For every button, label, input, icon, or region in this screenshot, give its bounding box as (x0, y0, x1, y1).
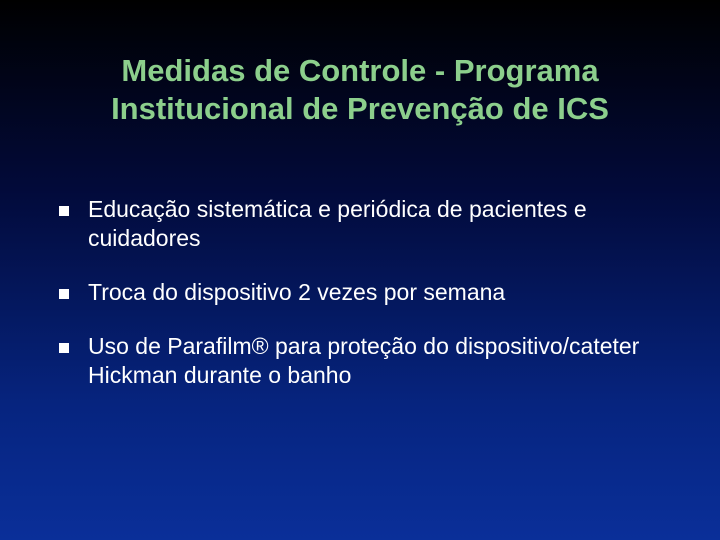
bullet-text: Troca do dispositivo 2 vezes por semana (88, 279, 506, 305)
slide-title-line-2: Institucional de Prevenção de ICS (111, 91, 609, 126)
square-bullet-icon (59, 289, 69, 299)
bullet-item-device-change (56, 278, 686, 307)
slide-title-line-1: Medidas de Controle - Programa (121, 53, 599, 88)
bullet-list (56, 195, 686, 390)
bullet-text: Educação sistemática e periódica de pacientes e cuidadores (88, 196, 587, 251)
bullet-item-education (56, 195, 686, 253)
bullet-text: Uso de Parafilm® para proteção do dispositivo/cateter Hickman durante o banho (88, 333, 640, 388)
slide-title (0, 52, 720, 128)
square-bullet-icon (59, 343, 69, 353)
square-bullet-icon (59, 206, 69, 216)
bullet-item-parafilm (56, 332, 686, 390)
